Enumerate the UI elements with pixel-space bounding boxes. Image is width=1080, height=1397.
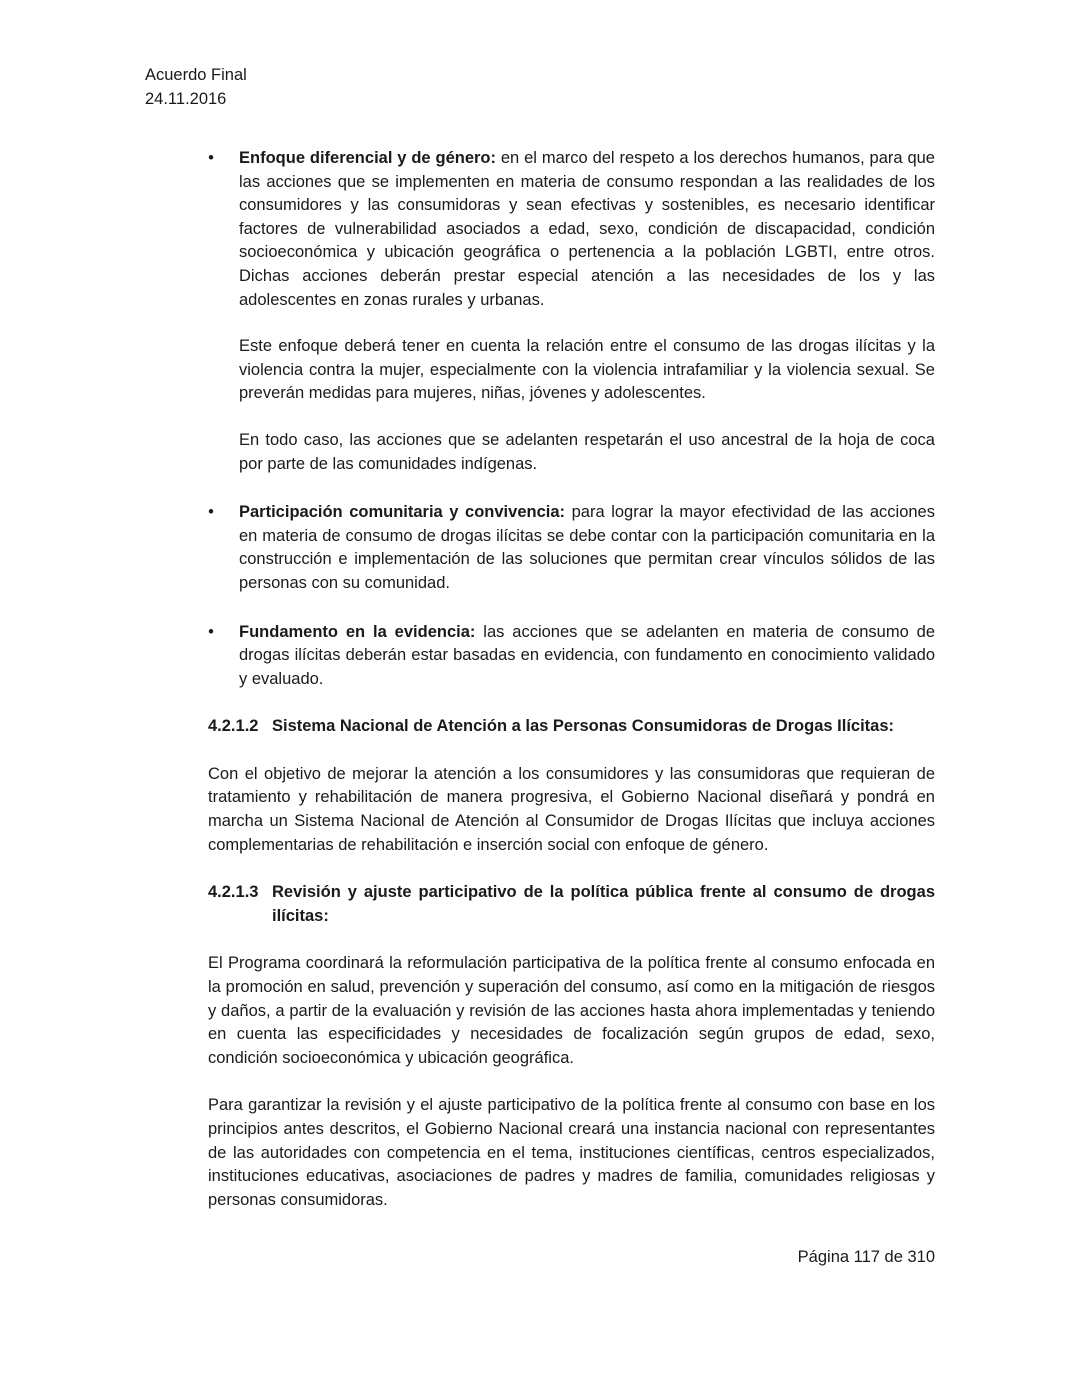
bullet-paragraph [239, 147, 935, 312]
section-number: 4.2.1.2 [208, 717, 259, 736]
section-title: Sistema Nacional de Atención a las Personas Consumidoras de Drogas Ilícitas: [272, 717, 895, 736]
section-number: 4.2.1.3 [208, 883, 259, 902]
bullet-paragraph [239, 501, 935, 595]
document-header [145, 63, 247, 111]
header-title: Acuerdo Final [145, 66, 247, 84]
bullet-continuation-paragraph: Este enfoque deberá tener en cuenta la relación entre el consumo de las drogas ilícitas y la violencia contra la mujer, especialmente con la violencia intrafamiliar y la violencia sexual. Se preverán medidas para mujeres, niñas, jóvenes y adolescentes. [239, 337, 935, 403]
section-paragraph: Con el objetivo de mejorar la atención a los consumidores y las consumidoras que requieran de tratamiento y rehabilitación de manera progresiva, el Gobierno Nacional diseñará y pondrá en marcha un Sistema Nacional de Atención al Consumidor de Drogas Ilícitas que incluya acciones complementarias de rehabilitación e inserción social con enfoque de género. [208, 764, 935, 854]
bullet-text: en el marco del respeto a los derechos humanos, para que las acciones que se implementen en materia de consumo respondan a las realidades de los consumidores y las consumidoras y sean efectivas y sostenibles, es necesario identificar factores de vulnerabilidad asociados a edad, sexo, condición de discapacidad, condición socioeconómica y ubicación geográfica o pertenencia a la población LGBTI, entre otros. Dichas acciones deberán prestar especial atención a las necesidades de los y las adolescentes en zonas rurales y urbanas. [239, 149, 935, 309]
header-date: 24.11.2016 [145, 90, 227, 108]
bullet-text: las acciones que se adelanten en materia de consumo de drogas ilícitas deberán estar basadas en evidencia, con fundamento en conocimiento validado y evaluado. [239, 622, 935, 688]
bullet-title: Participación comunitaria y convivencia: [239, 503, 566, 522]
bullet-item-participacion [208, 501, 935, 595]
bullet-icon: • [208, 503, 214, 522]
section-paragraph: El Programa coordinará la reformulación participativa de la política frente al consumo enfocada en la promoción en salud, prevención y superación del consumo, así como en la mitigación de riesgos y daños, a partir de la evaluación y revisión de las acciones hasta ahora implementadas y teniendo en cuenta las especificidades y necesidades de focalización según grupos de edad, sexo, condición socioeconómica y ubicación geográfica. [208, 954, 935, 1067]
section-title: Revisión y ajuste participativo de la política pública frente al consumo de drogas ilícitas: [272, 883, 935, 925]
bullet-icon: • [208, 149, 214, 167]
bullet-paragraph [239, 621, 935, 692]
bullet-item-fundamento [208, 621, 935, 692]
bullet-text: para lograr la mayor efectividad de las acciones en materia de consumo de drogas ilícitas se debe contar con la participación comunitaria en la construcción e implementación de las soluciones que permitan crear vínculos sólidos de las personas con su comunidad. [239, 503, 935, 592]
bullet-title: Enfoque diferencial y de género: [239, 149, 496, 167]
bullet-item-enfoque-diferencial [208, 147, 935, 312]
bullet-continuation-paragraph: En todo caso, las acciones que se adelanten respetarán el uso ancestral de la hoja de coca por parte de las comunidades indígenas. [239, 430, 935, 473]
document-body [208, 147, 935, 1212]
section-heading-4212 [208, 715, 935, 739]
page-number: Página 117 de 310 [797, 1248, 935, 1266]
bullet-title: Fundamento en la evidencia: [239, 622, 476, 641]
section-paragraph: Para garantizar la revisión y el ajuste participativo de la política frente al consumo con base en los principios antes descritos, el Gobierno Nacional creará una instancia nacional con representantes de las autoridades con competencia en el tema, instituciones científicas, centros especializados, instituciones educativas, asociaciones de padres y madres de familia, comunidades religiosas y personas consumidoras. [208, 1096, 935, 1209]
section-heading-4213 [208, 881, 935, 928]
bullet-icon: • [208, 622, 214, 641]
